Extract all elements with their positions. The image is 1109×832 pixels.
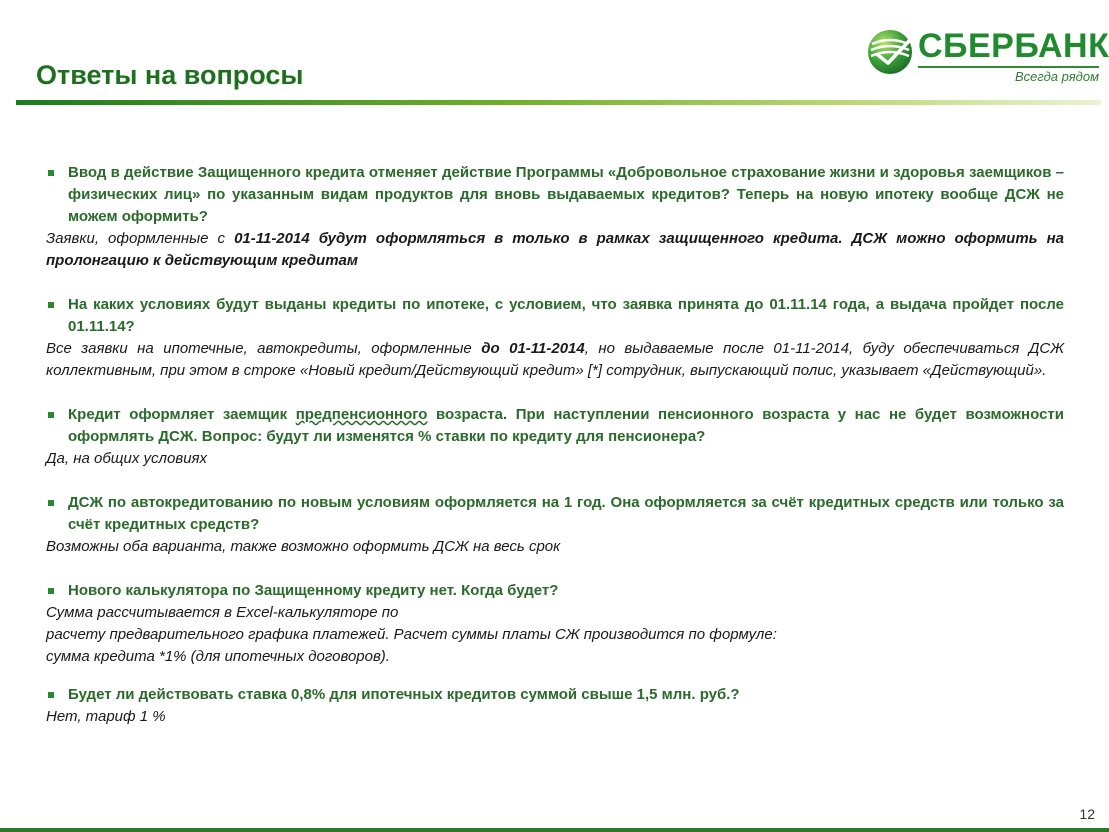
title-divider — [16, 100, 1101, 105]
logo-underline — [918, 66, 1099, 68]
answer-emphasis: до 01-11-2014 — [481, 340, 585, 357]
bullet-square-icon — [48, 588, 54, 594]
question: Будет ли действовать ставка 0,8% для ипотечных кредитов суммой свыше 1,5 млн. руб.? — [46, 684, 1064, 706]
page-number: 12 — [1079, 806, 1095, 822]
answer: Да, на общих условиях — [46, 450, 208, 467]
logo-slogan: Всегда рядом — [1014, 69, 1099, 84]
sberbank-logo-icon — [866, 28, 914, 76]
answer: Возможны оба варианта, также возможно оформить ДСЖ на весь срок — [46, 538, 561, 555]
qa-item — [46, 294, 1064, 382]
qa-list — [46, 162, 1064, 750]
question: ДСЖ по автокредитованию по новым условиям оформляется на 1 год. Она оформляется за счёт кредитных средств или только за счёт кредитных средств? — [46, 492, 1064, 536]
spellcheck-underlined-word: предпенсионного — [295, 406, 428, 423]
qa-item — [46, 580, 1064, 668]
slide-title: Ответы на вопросы — [36, 60, 304, 90]
bullet-square-icon — [48, 302, 54, 308]
qa-item — [46, 404, 1064, 470]
qa-item — [46, 684, 1064, 728]
question: На каких условиях будут выданы кредиты по ипотеке, с условием, что заявка принята до 01.11.14 года, а выдача пройдет после 01.11.14? — [46, 294, 1064, 338]
bullet-square-icon — [48, 412, 54, 418]
sberbank-logo — [866, 24, 1109, 90]
question: Нового калькулятора по Защищенному кредиту нет. Когда будет? — [46, 580, 1064, 602]
bottom-divider — [0, 828, 1109, 832]
answer: Все заявки на ипотечные, автокредиты, оформленные до 01-11-2014, но выдаваемые после 01-11-2014, буду обеспечиваться ДСЖ коллективным, при этом в строке «Новый кредит/Действующий кредит» [*] сотрудник, выпускающий полис, указывает «Действующий». — [46, 340, 1065, 379]
question: Ввод в действие Защищенного кредита отменяет действие Программы «Добровольное страхование жизни и здоровья заемщиков – физических лиц» по указанным видам продуктов для вновь выдаваемых кредитов? Теперь на новую ипотеку вообще ДСЖ не можем оформить? — [46, 162, 1064, 228]
answer-line: Сумма рассчитывается в Excel-калькуляторе по — [46, 604, 399, 621]
answer-emphasis: 01-11-2014 будут оформляться в только в рамках защищенного кредита. ДСЖ можно оформить на пролонгацию к действующим кредитам — [46, 230, 1064, 269]
answer-line: расчету предварительного графика платежей. Расчет суммы платы СЖ производится по формуле: — [46, 626, 777, 643]
answer — [46, 602, 1064, 668]
bullet-square-icon — [48, 500, 54, 506]
logo-wordmark: СБЕРБАНК — [918, 27, 1109, 65]
answer: Заявки, оформленные с 01-11-2014 будут оформляться в только в рамках защищенного кредита. ДСЖ можно оформить на пролонгацию к действующим кредитам — [46, 230, 1064, 269]
bullet-square-icon — [48, 692, 54, 698]
qa-item — [46, 162, 1064, 272]
answer: Нет, тариф 1 % — [46, 708, 166, 725]
bullet-square-icon — [48, 170, 54, 176]
qa-item — [46, 492, 1064, 558]
question: Кредит оформляет заемщик предпенсионного возраста. При наступлении пенсионного возраста у нас не будет возможности оформлять ДСЖ. Вопрос: будут ли изменятся % ставки по кредиту для пенсионера? — [46, 404, 1064, 448]
answer-line: сумма кредита *1% (для ипотечных договоров). — [46, 648, 390, 665]
